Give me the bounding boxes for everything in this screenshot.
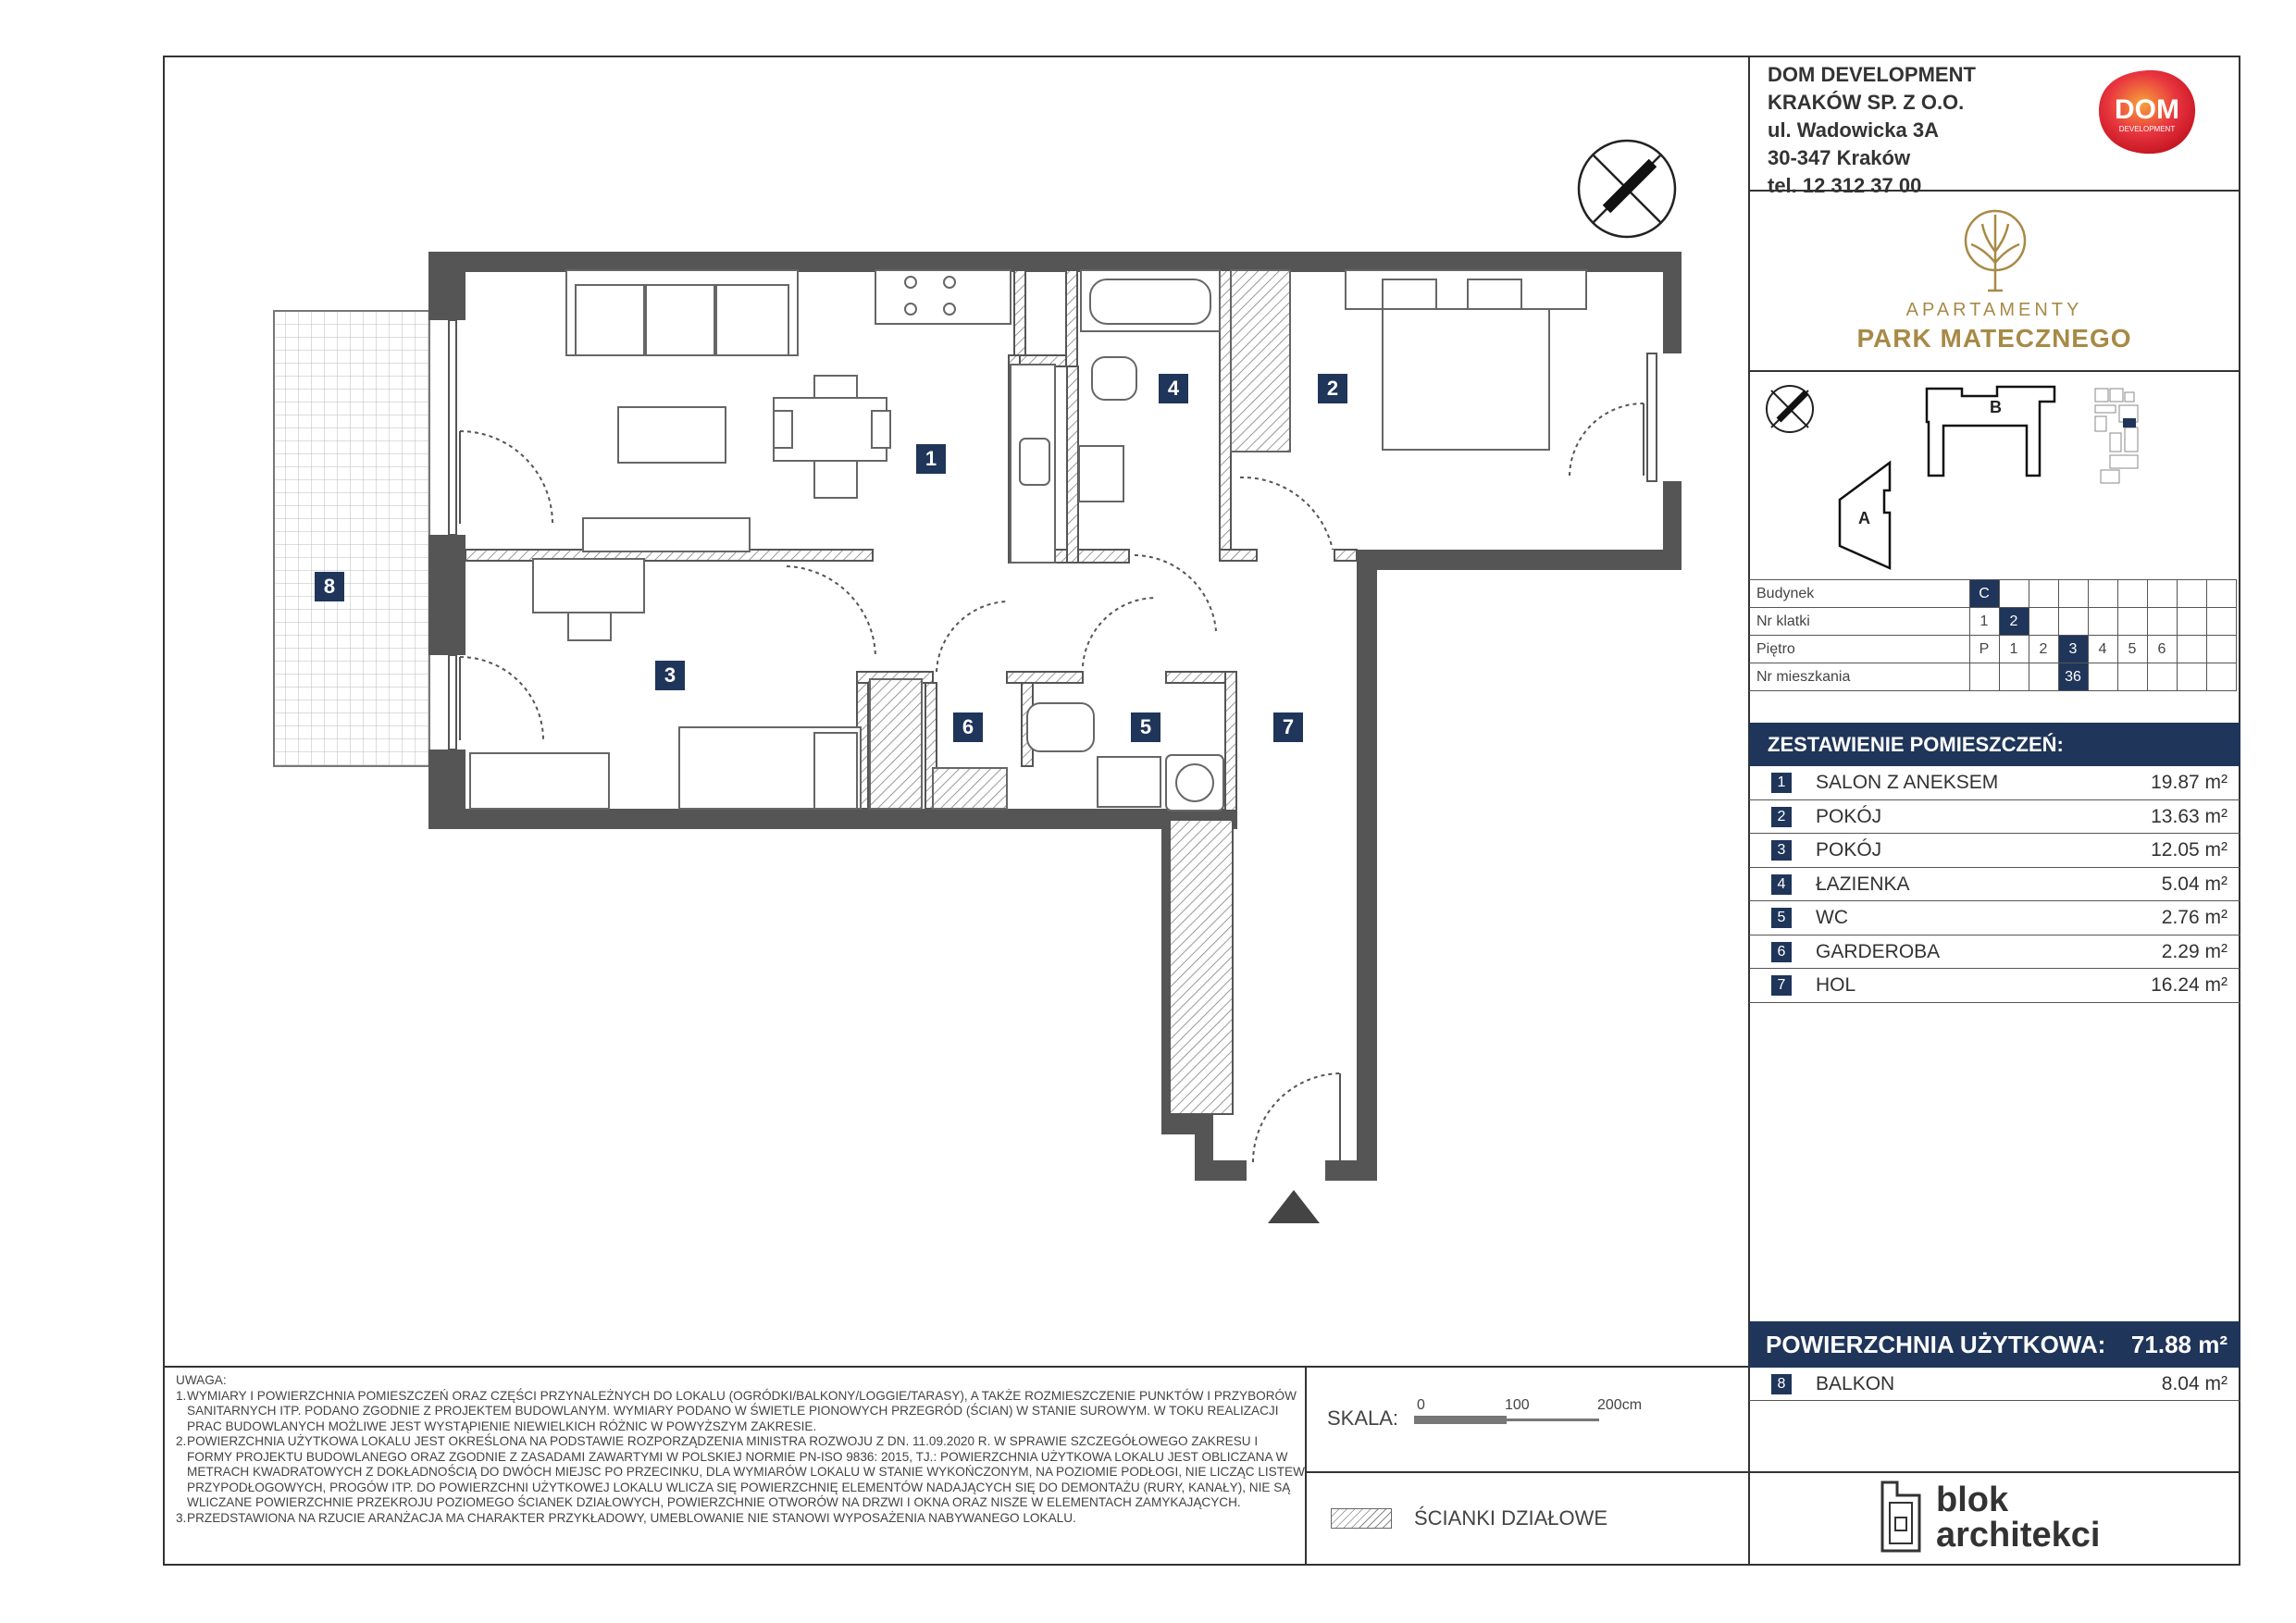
rooms-list — [1749, 766, 2240, 1003]
key-label-a: A — [1858, 509, 1870, 527]
plan-label-room-6: 6 — [953, 712, 983, 742]
company-phone: tel. 12 312 37 00 — [1768, 174, 1922, 197]
entrance-arrow-icon — [1268, 1190, 1320, 1223]
room-num: 3 — [1771, 840, 1792, 861]
room-num: 2 — [1771, 807, 1792, 827]
compass-small-icon — [1767, 386, 1813, 432]
klatka-1: 1 — [1969, 608, 1999, 636]
room-name: POKÓJ — [1816, 839, 1882, 861]
room-name: ŁAZIENKA — [1816, 873, 1910, 895]
scale-tick-100: 100 — [1505, 1397, 1530, 1413]
room-area: 2.29 m² — [2161, 940, 2228, 962]
company-street: ul. Wadowicka 3A — [1768, 118, 1940, 142]
room-row-2 — [1749, 800, 2240, 835]
plan-label-room-1: 1 — [916, 444, 946, 474]
klatka-2: 2 — [1999, 608, 2029, 636]
plan-label-room-2: 2 — [1318, 374, 1347, 403]
company-name: DOM DEVELOPMENT — [1768, 63, 1976, 86]
room-num: 1 — [1771, 773, 1792, 793]
note-num: 2. — [176, 1434, 187, 1448]
balcony-area: 8.04 m² — [2161, 1373, 2228, 1394]
label-budynek: Budynek — [1749, 580, 1969, 608]
note-text: WYMIARY I POWIERZCHNIA POMIESZCZEŃ ORAZ CZĘŚCI PRZYNALEŻNYCH DO LOKALU (OGRÓDKI/BALKONY/LOGGIE/TARASY), A TAKŻE ROZMIESZCZENIE PUNKTÓW I PRZYBORÓW SANITARNYCH ITP. PODANO ZGODNIE Z PROJEKTEM BUDOWLANYM. WYMIARY PODANO W ŚWIETLE PIONOWYCH PRZEGRÓD (ŚCIAN) W STANIE SUROWYM. W TOKU REALIZACJI PRAC BUDOWLANYCH MOŻLIWE JEST WYSTĄPIENIE NIEWIELKICH RÓŻNIC W POWYŻSZYM ZAKRESIE. — [187, 1388, 1297, 1433]
scale-label: SKALA: — [1327, 1406, 1399, 1430]
notes-title: UWAGA: — [176, 1373, 227, 1387]
pietro-1: 1 — [1999, 636, 2029, 663]
notes — [176, 1373, 1305, 1526]
tree-logo-icon — [1960, 207, 2030, 292]
pietro-p: P — [1969, 636, 1999, 663]
room-row-6 — [1749, 935, 2240, 970]
room-name: POKÓJ — [1816, 805, 1882, 827]
total-area — [1749, 1321, 2240, 1368]
pietro-4: 4 — [2088, 636, 2117, 663]
room-name: SALON Z ANEKSEM — [1816, 772, 1999, 793]
panel-divider-h3 — [1748, 1471, 2240, 1473]
notes-divider-v — [1305, 1366, 1307, 1566]
room-area: 5.04 m² — [2161, 873, 2228, 895]
plan-label-room-4: 4 — [1159, 374, 1188, 403]
scale-tick-0: 0 — [1417, 1397, 1425, 1413]
company-info — [1768, 61, 1976, 200]
label-pietro: Piętro — [1749, 636, 1969, 663]
balcony-num: 8 — [1771, 1374, 1792, 1394]
panel-divider-h2 — [1748, 370, 2240, 372]
dom-development-logo — [2093, 67, 2201, 157]
label-mieszkanie: Nr mieszkania — [1749, 663, 1969, 691]
room-area: 13.63 m² — [2151, 805, 2228, 827]
balcony-area — [274, 311, 429, 766]
note-text: PRZEDSTAWIONA NA RZUCIE ARANŻACJA MA CHARAKTER PRZYKŁADOWY, UMEBLOWANIE NIE STANOWI WYPOSAŻENIA NABYWANEGO LOKALU. — [187, 1510, 1076, 1525]
row-klatka — [1749, 608, 2236, 636]
architect-logo-icon — [1879, 1479, 1925, 1555]
scale-divider — [1305, 1471, 1749, 1473]
pietro-6: 6 — [2147, 636, 2177, 663]
legend-label: ŚCIANKI DZIAŁOWE — [1414, 1506, 1608, 1530]
room-row-5 — [1749, 901, 2240, 935]
plan-label-room-5: 5 — [1131, 712, 1160, 742]
furniture — [470, 270, 1586, 811]
balcony-row — [1749, 1368, 2240, 1401]
note-3 — [176, 1511, 1305, 1527]
total-value: 71.88 m² — [2130, 1331, 2228, 1358]
pietro-5: 5 — [2117, 636, 2147, 663]
scale-tick-200: 200cm — [1597, 1397, 1643, 1413]
key-plan — [1758, 378, 2240, 576]
room-area: 16.24 m² — [2151, 974, 2228, 996]
row-mieszkanie — [1749, 663, 2236, 691]
value-mieszkanie: 36 — [2058, 663, 2088, 691]
pietro-2: 2 — [2029, 636, 2058, 663]
company-branch: KRAKÓW SP. Z O.O. — [1768, 91, 1965, 114]
notes-divider — [163, 1366, 1749, 1368]
project-title: PARK MATECZNEGO — [1856, 324, 2132, 353]
company-city: 30-347 Kraków — [1768, 146, 1911, 169]
key-label-b: B — [1990, 398, 2002, 416]
scale-bar — [1414, 1416, 1599, 1424]
room-num: 4 — [1771, 874, 1792, 895]
room-row-7 — [1749, 969, 2240, 1003]
project-brand — [1749, 194, 2240, 361]
note-num: 1. — [176, 1388, 187, 1403]
plan-label-room-7: 7 — [1273, 712, 1303, 742]
room-area: 19.87 m² — [2151, 772, 2228, 793]
label-klatka: Nr klatki — [1749, 608, 1969, 636]
room-row-3 — [1749, 834, 2240, 868]
room-area: 2.76 m² — [2161, 907, 2228, 928]
architect-logo — [1879, 1479, 2119, 1555]
room-name: HOL — [1816, 974, 1856, 996]
architect-word-2: architekci — [1936, 1516, 2101, 1555]
legend-hatch-icon — [1331, 1508, 1392, 1529]
plan-label-room-3: 3 — [655, 661, 685, 690]
logo-word-dom: DOM — [2115, 94, 2179, 125]
note-num: 3. — [176, 1510, 187, 1525]
room-name: GARDEROBA — [1816, 940, 1941, 962]
note-1 — [176, 1389, 1305, 1435]
balcony-name: BALKON — [1816, 1373, 1895, 1394]
pietro-3: 3 — [2058, 636, 2088, 663]
project-subtitle: APARTAMENTY — [1905, 300, 2083, 320]
note-2 — [176, 1434, 1305, 1511]
architect-name — [1936, 1482, 2100, 1553]
logo-word-development: DEVELOPMENT — [2118, 125, 2176, 133]
total-label: POWIERZCHNIA UŻYTKOWA: — [1766, 1331, 2106, 1358]
apartment-info-table — [1749, 579, 2237, 691]
architect-word-1: blok — [1936, 1481, 2009, 1519]
compass-icon — [1573, 135, 1681, 242]
value-budynek: C — [1969, 580, 1999, 608]
row-pietro — [1749, 636, 2236, 663]
room-num: 5 — [1771, 908, 1792, 928]
room-area: 12.05 m² — [2151, 839, 2228, 861]
note-text: POWIERZCHNIA UŻYTKOWA LOKALU JEST OKREŚLONA NA PODSTAWIE ROZPORZĄDZENIA MINISTRA ROZWOJU Z DN. 11.09.2020 R. W SPRAWIE SZCZEGÓŁOWEGO ZAKRESU I FORMY PROJEKTU BUDOWLANEGO ORAZ ZGODNIE Z ZASADAMI ZAWARTYMI W POLSKIEJ NORMIE PN-ISO 9836: 2015, TJ.: POWIERZCHNIA UŻYTKOWA LOKALU JEST OBLICZANA W METRACH KWADRATOWYCH Z DOKŁADNOŚCIĄ DO DWÓCH MIEJSC PO PRZECINKU, DLA WYMIARÓW LOKALU W STANIE WYKOŃCZONYM, NA POZIOMIE PODŁOGI, NIE LICZĄC LISTEW PRZYPODŁOGOWYCH, PROGÓW ITP. DO POWIERZCHNI UŻYTKOWEJ LOKALU WLICZA SIĘ POWIERZCHNIĘ ELEMENTÓW NADAJĄCYCH SIĘ DO DEMONTAŻU (RURY, KANAŁY), NIE SĄ WLICZANE POWIERZCHNIE PRZEKROJU POZIOMEGO ŚCIANEK DZIAŁOWYCH, POWIERZCHNIE OTWORÓW NA DRZWI I OKNA ORAZ NISZE W ELEMENTACH ZAMYKAJĄCYCH. — [187, 1434, 1305, 1509]
room-num: 6 — [1771, 942, 1792, 962]
room-row-1 — [1749, 766, 2240, 800]
room-num: 7 — [1771, 975, 1792, 996]
room-row-4 — [1749, 868, 2240, 902]
row-budynek — [1749, 580, 2236, 608]
rooms-header: ZESTAWIENIE POMIESZCZEŃ: — [1749, 723, 2240, 766]
room-name: WC — [1816, 907, 1848, 928]
plan-label-room-8: 8 — [315, 572, 344, 601]
